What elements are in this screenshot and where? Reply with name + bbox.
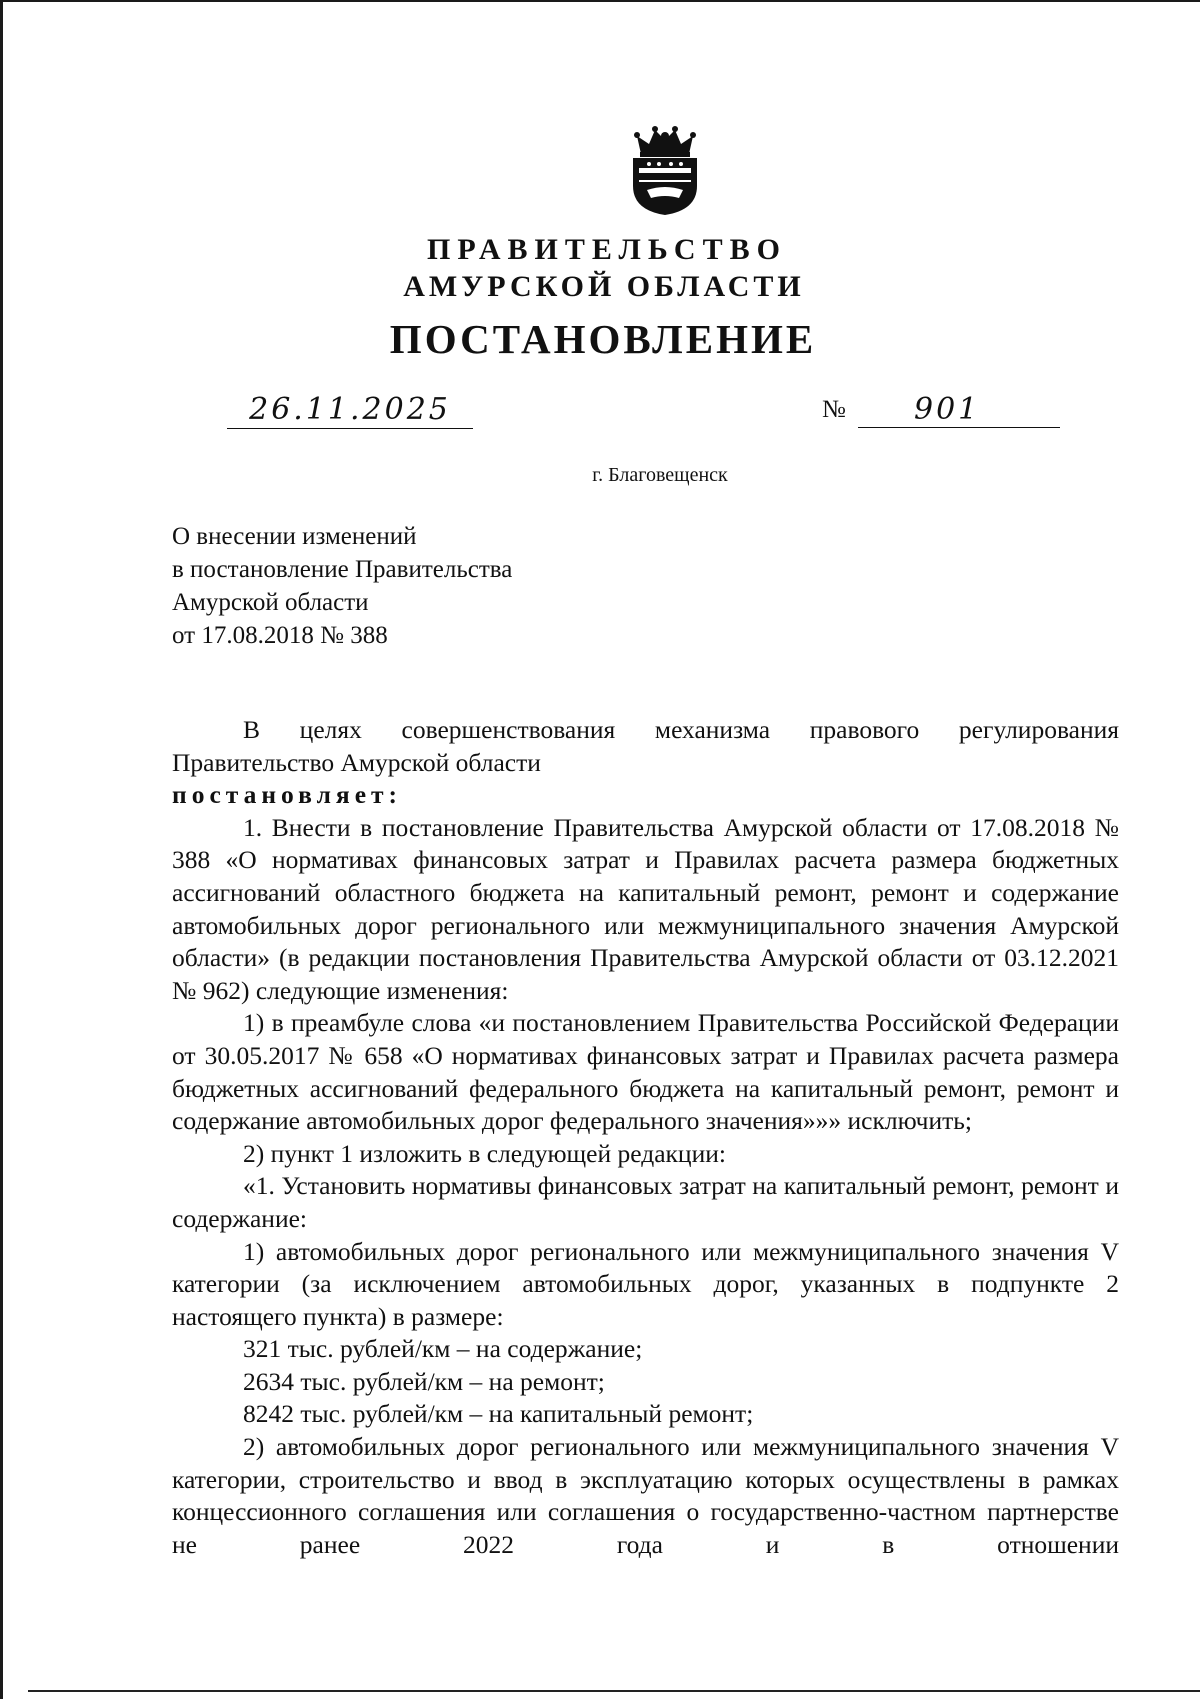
- region-title: АМУРСКОЙ ОБЛАСТИ: [403, 270, 805, 303]
- subject-line: от 17.08.2018 № 388: [172, 622, 388, 649]
- preamble-line: В целях совершенствования механизма правового регулирования: [243, 715, 1119, 744]
- decree-word: постановляет:: [172, 780, 403, 810]
- document-body: [172, 714, 1119, 1561]
- government-title: ПРАВИТЕЛЬСТВО: [427, 233, 787, 266]
- document-number: 901: [914, 392, 981, 427]
- norm-repair: 2634 тыс. рублей/км – на ремонт;: [243, 1366, 605, 1396]
- subject-line: Амурской области: [172, 589, 369, 616]
- document-type-title: ПОСТАНОВЛЕНИЕ: [389, 316, 817, 362]
- bottom-rule: [28, 1690, 1200, 1692]
- document-date: 26.11.2025: [249, 392, 451, 427]
- subject-line: О внесении изменений: [172, 523, 417, 550]
- document-number-field: [858, 392, 1060, 428]
- paragraph-item-1: 1. Внести в постановление Правительства Амурской области от 17.08.2018 № 388 «О нормативах финансовых затрат и Правилах расчета размера бюджетных ассигнований областного бюджета на капитальный ремонт, ремонт и содержание автомобильных дорог регионального или межмуниципального значения Амурской области» (в редакции постановления Правительства Амурской области от 03.12.2021 № 962) следующие изменения:: [172, 812, 1119, 1005]
- paragraph-quote-intro: «1. Установить нормативы финансовых затрат на капитальный ремонт, ремонт и содержание:: [172, 1171, 1119, 1233]
- document-subject: [172, 520, 692, 652]
- number-sign: №: [822, 396, 846, 423]
- document-date-field: [227, 392, 473, 429]
- paragraph-item-1-2: 2) пункт 1 изложить в следующей редакции:: [243, 1138, 726, 1168]
- norm-capital-repair: 8242 тыс. рублей/км – на капитальный ремонт;: [243, 1399, 754, 1429]
- paragraph-item-1-1: 1) в преамбуле слова «и постановлением Правительства Российской Федерации от 30.05.2017 № 658 «О нормативах финансовых затрат и Правилах расчета размера бюджетных ассигнований федерального бюджета на капитальный ремонт, ремонт и содержание автомобильных дорог федерального значения»»» исключить;: [172, 1008, 1119, 1136]
- coat-of-arms-icon: [627, 124, 703, 216]
- subject-line: в постановление Правительства: [172, 556, 513, 583]
- preamble-line: Правительство Амурской области: [172, 747, 541, 777]
- place-of-issue: г. Благовещенск: [592, 464, 728, 486]
- paragraph-subitem-2: 2) автомобильных дорог регионального или межмуниципального значения V категории, строительство и ввод в эксплуатацию которых осуществлены в рамках концессионного соглашения или соглашения о государственно-частном партнерстве не ранее 2022 года и в отношении: [172, 1432, 1119, 1559]
- paragraph-subitem-1: 1) автомобильных дорог регионального или межмуниципального значения V категории (за исключением автомобильных дорог, указанных в подпункте 2 настоящего пункта) в размере:: [172, 1236, 1119, 1331]
- norm-maintenance: 321 тыс. рублей/км – на содержание;: [243, 1334, 643, 1364]
